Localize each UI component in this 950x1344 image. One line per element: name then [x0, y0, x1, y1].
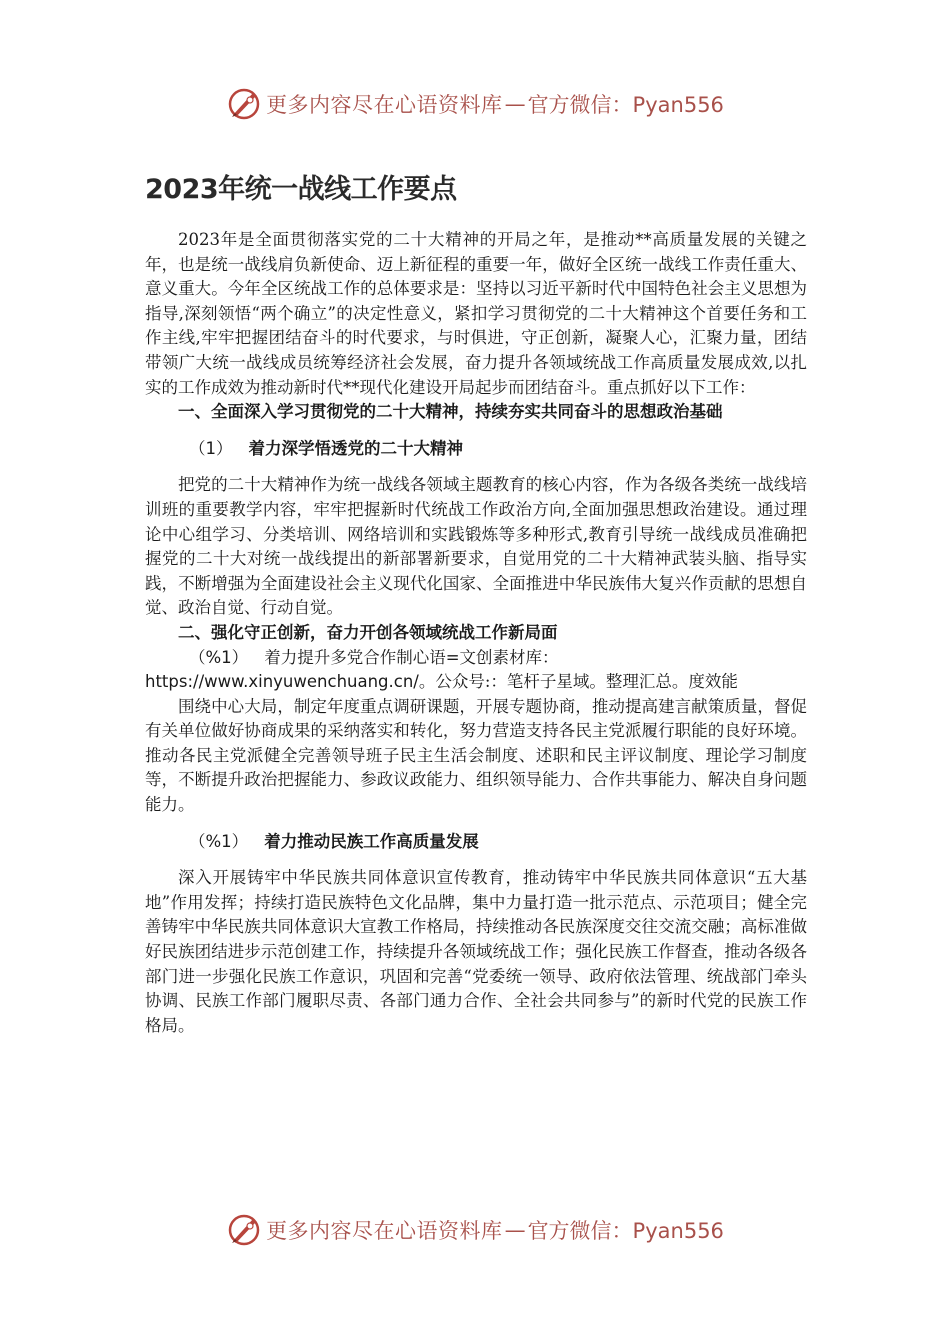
banner-text: 更多内容尽在心语资料库 [266, 93, 503, 117]
source-url: https://www.xinyuwenchuang.cn/。 [145, 672, 436, 692]
section-2-paragraph-1: 围绕中心大局，制定年度重点调研课题，开展专题协商，推动提高建言献策质量，督促有关单位做好协商成果的采纳落实和转化，努力营造支持各民主党派履行职能的良好环境。推动各民主党派健全完善领导班子民主生活会制度、述职和民主评议制度、理论学习制度等，不断提升政治把握能力、参政议政能力、组织领导能力、合作共事能力、解决自身问题能力。 [145, 696, 807, 815]
source-url-tail: 公众号:：笔杆子星域。整理汇总。度效能 [435, 672, 738, 692]
section-1-subheading-1 [145, 437, 807, 462]
subheading-title: 着力提升多党合作制心语=文创素材库： [264, 647, 559, 667]
quill-logo-icon [226, 1212, 262, 1248]
section-1-paragraph-1: 把党的二十大精神作为统一战线各领域主题教育的核心内容，作为各级各类统一战线培训班的重要教学内容，牢牢把握新时代统战工作政治方向,全面加强思想政治建设。通过理论中心组学习、分类培训、网络培训和实践锻炼等多种形式,教育引导统一战线成员准确把握党的二十大对统一战线提出的新部署新要求，自觉用党的二十大精神武装头脑、指导实践，不断增强为全面建设社会主义现代化国家、全面推进中华民族伟大复兴作贡献的思想自觉、政治自觉、行动自觉。 [145, 475, 807, 618]
section-2-subheading-1 [145, 646, 807, 671]
quill-logo-icon [226, 86, 262, 122]
section-2-heading: 二、强化守正创新，奋力开创各领域统战工作新局面 [178, 622, 558, 642]
section-2-url-line [145, 670, 807, 695]
intro-paragraph: 2023年是全面贯彻落实党的二十大精神的开局之年，是推动**高质量发展的关键之年，也是统一战线肩负新使命、迈上新征程的重要一年，做好全区统一战线工作责任重大、意义重大。今年全区统战工作的总体要求是：坚持以习近平新时代中国特色社会主义思想为指导,深刻领悟“两个确立”的决定性意义，紧扣学习贯彻党的二十大精神这个首要任务和工作主线,牢牢把握团结奋斗的时代要求，与时俱进，守正创新，凝聚人心，汇聚力量，团结带领广大统一战线成员统筹经济社会发展，奋力提升各领域统战工作高质量发展成效,以扎实的工作成效为推动新时代**现代化建设开局起步而团结奋斗。重点抓好以下工作： [145, 230, 807, 397]
banner-text: 更多内容尽在心语资料库 [266, 1219, 503, 1243]
subheading-title: 着力推动民族工作高质量发展 [264, 831, 479, 851]
banner-wechat: 官方微信：Pyan556 [527, 93, 724, 117]
subheading-number: （1） [189, 438, 233, 458]
subheading-title: 着力深学悟透党的二十大精神 [248, 438, 463, 458]
document-body [145, 170, 807, 1038]
section-2-paragraph-2: 深入开展铸牢中华民族共同体意识宣传教育，推动铸牢中华民族共同体意识“五大基地”作用发挥；持续打造民族特色文化品牌，集中力量打造一批示范点、示范项目；健全完善铸牢中华民族共同体意识大宣教工作格局，持续推动各民族深度交往交流交融；高标准做好民族团结进步示范创建工作，持续提升各领域统战工作；强化民族工作督查，推动各级各部门进一步强化民族工作意识，巩固和完善“党委统一领导、政府依法管理、统战部门牵头协调、民族工作部门履职尽责、各部门通力合作、全社会共同参与”的新时代党的民族工作格局。 [145, 868, 807, 1035]
banner-wechat: 官方微信：Pyan556 [527, 1219, 724, 1243]
footer-watermark-banner [0, 1210, 950, 1250]
banner-dash: — [504, 92, 526, 116]
subheading-number: （%1） [189, 831, 249, 851]
page-title: 2023年统一战线工作要点 [145, 174, 457, 205]
header-watermark-banner [0, 84, 950, 124]
section-2-subheading-2 [145, 830, 807, 855]
section-1-heading: 一、全面深入学习贯彻党的二十大精神，持续夯实共同奋斗的思想政治基础 [178, 402, 723, 422]
banner-dash: — [504, 1218, 526, 1242]
subheading-number: （%1） [189, 647, 249, 667]
